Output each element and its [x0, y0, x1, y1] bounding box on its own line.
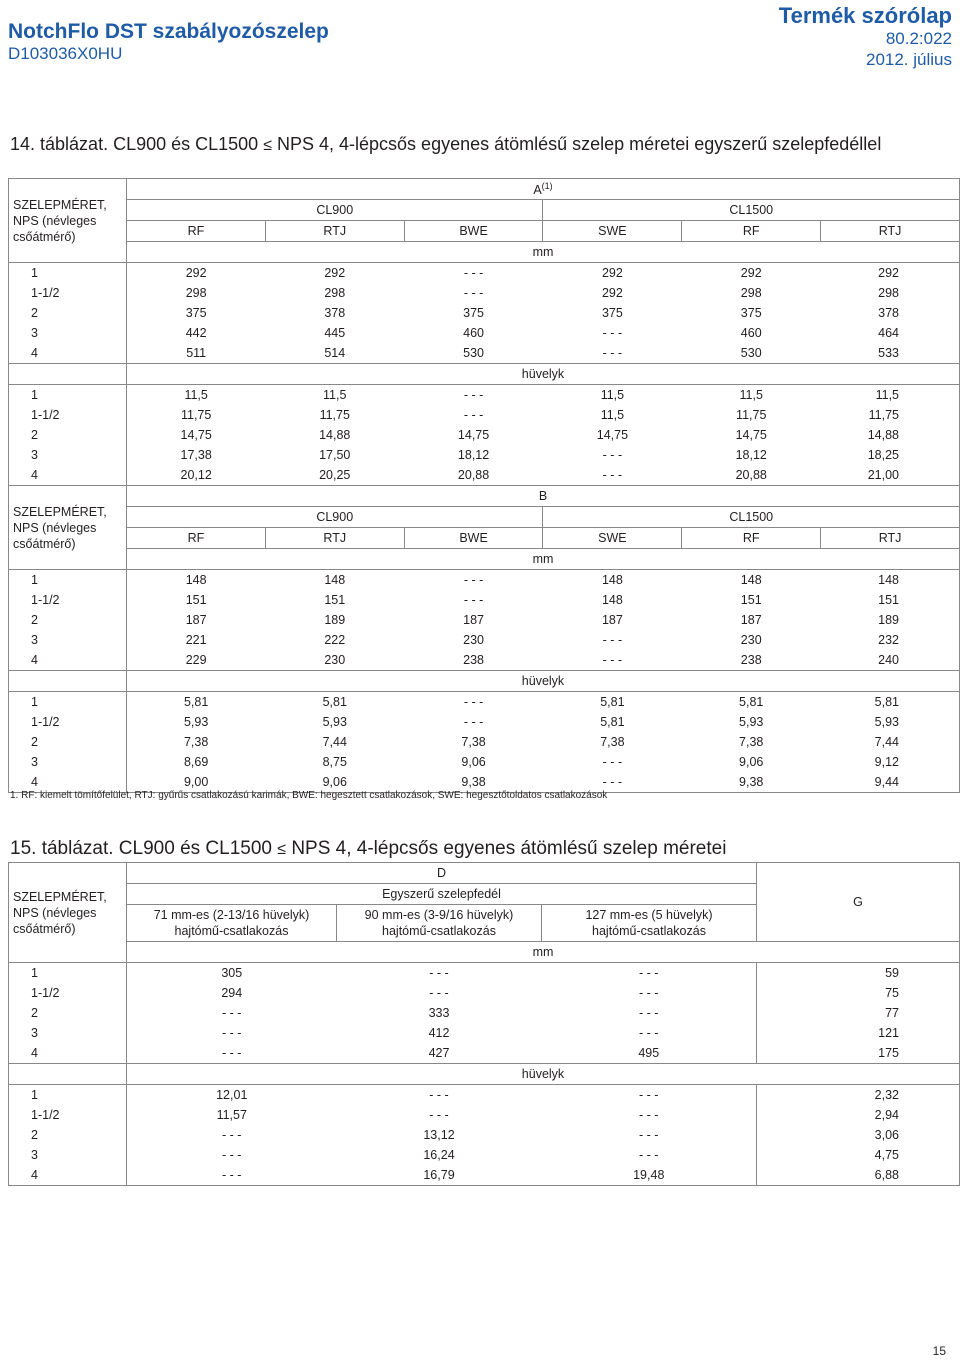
table-row [9, 692, 960, 713]
unit-label: mm [127, 549, 960, 570]
table-row [9, 425, 960, 445]
value-cell: 11,75 [736, 408, 767, 422]
value-cell: 175 [878, 1046, 899, 1060]
value-cell: 7,38 [127, 732, 266, 752]
size-cell: 2 [9, 1003, 127, 1023]
value-cell: - - - [429, 966, 449, 980]
size-cell: 3 [9, 752, 127, 772]
table15-caption-prefix: 15. táblázat. CL900 és CL1500 [10, 838, 272, 859]
table-row [9, 630, 960, 650]
table15-caption [10, 838, 726, 861]
value-cell: - - - [222, 1026, 242, 1040]
size-cell: 3 [9, 323, 127, 343]
value-cell: 121 [878, 1026, 899, 1040]
connection-header: RTJ [821, 221, 960, 242]
value-cell: 460 [463, 326, 484, 340]
value-cell: 427 [428, 1046, 450, 1060]
value-cell: 375 [127, 303, 266, 323]
unit-row [9, 242, 960, 263]
value-cell: 11,5 [739, 388, 763, 402]
table-row [9, 263, 960, 284]
connection-header: SWE [543, 528, 682, 549]
value-cell: 11,5 [600, 408, 625, 422]
table-row [9, 323, 960, 343]
value-cell: - - - [429, 1108, 449, 1122]
value-cell: 495 [542, 1043, 757, 1064]
value-cell: - - - [542, 1085, 757, 1106]
size-cell: 1-1/2 [9, 983, 127, 1003]
value-cell: 9,44 [874, 775, 899, 789]
value-cell: 11,75 [868, 408, 899, 422]
table-row [9, 1165, 960, 1186]
value-cell: 464 [878, 326, 899, 340]
document-type: Termék szórólap [778, 3, 952, 28]
value-cell: 8,75 [322, 755, 347, 769]
size-cell: 4 [9, 650, 127, 671]
value-cell: - - - [542, 1023, 757, 1043]
value-cell: 8,69 [127, 752, 266, 772]
value-cell: 148 [878, 573, 899, 587]
table-row [9, 752, 960, 772]
value-cell: 230 [740, 633, 762, 647]
value-cell: 21,00 [867, 468, 899, 482]
value-cell: 221 [127, 630, 266, 650]
document-title: NotchFlo DST szabályozószelep [8, 20, 329, 43]
value-cell: - - - [542, 1145, 757, 1165]
value-cell: 16,24 [423, 1148, 455, 1162]
value-cell: 11,5 [323, 388, 347, 402]
value-cell: 2,32 [874, 1088, 899, 1102]
value-cell: - - - [463, 593, 484, 607]
value-cell: 7,38 [739, 735, 764, 749]
actuator-connection-header: 71 mm-es (2-13/16 hüvelyk) hajtómű-csatlakozás [127, 905, 337, 942]
table-row [9, 303, 960, 323]
size-cell: 3 [9, 630, 127, 650]
value-cell: 5,93 [322, 715, 347, 729]
value-cell: 230 [463, 633, 484, 647]
size-cell: 1 [9, 385, 127, 406]
connection-header: RTJ [821, 528, 960, 549]
value-cell: 7,38 [461, 735, 486, 749]
table14-footnote: 1. RF: kiemelt tömítőfelület, RTJ: gyűrűs csatlakozású karimák, BWE: hegesztett csatlakozások, SWE: hegesztőtoldatos csatlakozások [10, 790, 608, 801]
size-column-header: SZELEPMÉRET, NPS (névleges csőátmérő) [9, 179, 127, 263]
table-row [9, 610, 960, 630]
value-cell: - - - [602, 775, 623, 789]
document-number: 80.2:022 [885, 29, 952, 48]
value-cell: 5,93 [874, 715, 899, 729]
value-cell: 375 [601, 306, 623, 320]
size-cell: 1-1/2 [9, 712, 127, 732]
value-cell: 292 [324, 266, 346, 280]
value-cell: 298 [324, 286, 346, 300]
value-cell: 14,88 [867, 428, 899, 442]
value-cell: 298 [127, 283, 266, 303]
value-cell: 298 [878, 286, 899, 300]
unit-row [9, 671, 960, 692]
dimension-label: B [538, 489, 548, 503]
size-cell: 4 [9, 1043, 127, 1064]
value-cell: - - - [542, 1125, 757, 1145]
value-cell: 148 [127, 570, 266, 591]
value-cell: 292 [601, 266, 623, 280]
value-cell: 240 [878, 653, 899, 667]
value-cell: - - - [542, 1105, 757, 1125]
value-cell: 5,81 [600, 695, 625, 709]
value-cell: 445 [324, 326, 346, 340]
bonnet-header: Egyszerű szelepfedél [127, 884, 757, 905]
value-cell: 148 [324, 573, 346, 587]
value-cell: 9,12 [874, 755, 899, 769]
value-cell: 9,06 [739, 755, 764, 769]
value-cell: 412 [428, 1026, 450, 1040]
unit-label: hüvelyk [127, 671, 960, 692]
connection-header: RF [682, 528, 821, 549]
value-cell: 148 [601, 593, 623, 607]
value-cell: 378 [878, 306, 899, 320]
value-cell: 378 [324, 306, 346, 320]
value-cell: 77 [885, 1006, 899, 1020]
class-cl900-header: CL900 [127, 507, 543, 528]
value-cell: 11,75 [319, 408, 350, 422]
unit-row [9, 942, 960, 963]
value-cell: 187 [740, 613, 762, 627]
value-cell: 20,25 [319, 468, 351, 482]
value-cell: 19,48 [542, 1165, 757, 1186]
value-cell: - - - [222, 1046, 242, 1060]
value-cell: - - - [222, 1168, 242, 1182]
unit-row [9, 364, 960, 385]
less-equal-symbol: ≤ [277, 841, 287, 858]
value-cell: - - - [602, 755, 623, 769]
table-row [9, 1145, 960, 1165]
value-cell: 187 [127, 610, 266, 630]
table-row [9, 343, 960, 364]
value-cell: 189 [324, 613, 346, 627]
value-cell: 18,12 [457, 448, 490, 462]
table-header-row [9, 528, 960, 549]
value-cell: 5,81 [600, 715, 625, 729]
value-cell: - - - [602, 326, 623, 340]
value-cell: 151 [878, 593, 899, 607]
table-header-row [9, 486, 960, 507]
value-cell: 14,75 [457, 428, 490, 442]
value-cell: 5,93 [127, 712, 266, 732]
connection-header: RTJ [265, 221, 404, 242]
value-cell: 20,88 [457, 468, 490, 482]
table-header-row [9, 221, 960, 242]
table-row [9, 385, 960, 406]
value-cell: 3,06 [874, 1128, 899, 1142]
size-column-header: SZELEPMÉRET, NPS (névleges csőátmérő) [9, 863, 127, 963]
document-date: 2012. július [865, 50, 952, 69]
table14-caption-prefix: 14. táblázat. CL900 és CL1500 [10, 134, 259, 154]
connection-header: BWE [404, 528, 543, 549]
connection-header: SWE [543, 221, 682, 242]
document-id: D103036X0HU [8, 44, 123, 63]
value-cell: 292 [740, 266, 762, 280]
size-cell: 1-1/2 [9, 590, 127, 610]
value-cell: 232 [878, 633, 899, 647]
class-cl900-header: CL900 [127, 200, 543, 221]
value-cell: 7,38 [600, 735, 625, 749]
value-cell: - - - [542, 963, 757, 984]
connection-header: RF [682, 221, 821, 242]
size-cell: 1-1/2 [9, 405, 127, 425]
value-cell: 151 [127, 590, 266, 610]
size-cell: 2 [9, 732, 127, 752]
value-cell: 13,12 [423, 1128, 455, 1142]
value-cell: 229 [127, 650, 266, 671]
value-cell: 5,81 [874, 695, 899, 709]
value-cell: 511 [127, 343, 266, 364]
size-cell: 4 [9, 772, 127, 793]
value-cell: 9,38 [739, 775, 764, 789]
value-cell: 5,81 [739, 695, 764, 709]
value-cell: 11,5 [875, 388, 899, 402]
value-cell: 5,81 [127, 692, 266, 713]
value-cell: - - - [222, 1148, 242, 1162]
unit-label: hüvelyk [127, 1064, 960, 1085]
connection-header: RF [127, 221, 266, 242]
unit-row-spacer [9, 364, 127, 385]
table14-caption [10, 133, 910, 157]
value-cell: 375 [463, 306, 484, 320]
table-row [9, 963, 960, 984]
value-cell: 238 [740, 653, 762, 667]
value-cell: 16,79 [423, 1168, 455, 1182]
size-cell: 2 [9, 610, 127, 630]
dimension-header: D [127, 863, 757, 884]
table-row [9, 1125, 960, 1145]
value-cell: 530 [740, 346, 762, 360]
value-cell: 17,50 [319, 448, 351, 462]
value-cell: 292 [878, 266, 899, 280]
size-cell: 2 [9, 303, 127, 323]
unit-label: mm [127, 242, 960, 263]
connection-header: RF [127, 528, 266, 549]
value-cell: 298 [740, 286, 762, 300]
value-cell: - - - [602, 653, 623, 667]
actuator-connection-header: 90 mm-es (3-9/16 hüvelyk) hajtómű-csatlakozás [337, 905, 542, 942]
size-cell: 4 [9, 343, 127, 364]
value-cell: 514 [324, 346, 346, 360]
table-row [9, 732, 960, 752]
size-column-header: SZELEPMÉRET, NPS (névleges csőátmérő) [9, 486, 127, 570]
table-row [9, 465, 960, 486]
unit-row-spacer [9, 671, 127, 692]
table14-caption-suffix: NPS 4, 4-lépcsős egyenes átömlésű szelep méretei egyszerű szelepfedéllel [277, 134, 882, 154]
value-cell: 294 [221, 986, 243, 1000]
size-cell: 1-1/2 [9, 1105, 127, 1125]
value-cell: 7,44 [322, 735, 347, 749]
table-header-row [9, 200, 960, 221]
value-cell: 292 [127, 263, 266, 284]
connection-header: RTJ [265, 528, 404, 549]
actuator-connection-header: 127 mm-es (5 hüvelyk) hajtómű-csatlakozás [542, 905, 757, 942]
value-cell: - - - [222, 1006, 242, 1020]
value-cell: 11,5 [127, 385, 266, 406]
unit-row [9, 1064, 960, 1085]
table-header-row [9, 179, 960, 200]
value-cell: 460 [740, 326, 762, 340]
value-cell: 238 [463, 653, 484, 667]
header-right [779, 4, 952, 70]
value-cell: 533 [878, 346, 899, 360]
dimension-header [127, 486, 960, 507]
value-cell: 75 [885, 986, 899, 1000]
table-row [9, 283, 960, 303]
value-cell: - - - [602, 448, 623, 462]
table-row [9, 405, 960, 425]
header-left [8, 20, 329, 64]
size-cell: 1 [9, 570, 127, 591]
value-cell: 17,38 [127, 445, 266, 465]
less-equal-symbol: ≤ [263, 137, 272, 154]
class-cl1500-header: CL1500 [543, 507, 960, 528]
table-row [9, 445, 960, 465]
table-row [9, 1085, 960, 1106]
size-cell: 1 [9, 963, 127, 984]
value-cell: 148 [601, 573, 623, 587]
value-cell: 305 [221, 966, 243, 980]
size-cell: 1 [9, 1085, 127, 1106]
dimension-label: A [533, 183, 542, 198]
table15-caption-suffix: NPS 4, 4-lépcsős egyenes átömlésű szelep méretei [291, 838, 727, 859]
size-cell: 4 [9, 1165, 127, 1186]
value-cell: 14,75 [735, 428, 767, 442]
value-cell: 20,88 [735, 468, 767, 482]
connection-header: BWE [404, 221, 543, 242]
table-row [9, 1023, 960, 1043]
value-cell: 9,06 [322, 775, 347, 789]
table-row [9, 712, 960, 732]
table-header-row [9, 863, 960, 884]
value-cell: 11,5 [600, 388, 625, 402]
value-cell: 4,75 [874, 1148, 899, 1162]
value-cell: 333 [428, 1006, 450, 1020]
value-cell: - - - [463, 286, 484, 300]
value-cell: 6,88 [874, 1168, 899, 1182]
dimension-g-header: G [757, 863, 960, 942]
value-cell: - - - [463, 715, 484, 729]
value-cell: 151 [740, 593, 762, 607]
footnote-ref: (1) [541, 180, 553, 191]
value-cell: - - - [602, 633, 623, 647]
table-row [9, 590, 960, 610]
unit-label: hüvelyk [127, 364, 960, 385]
size-cell: 4 [9, 465, 127, 486]
value-cell: - - - [222, 1128, 242, 1142]
table15 [8, 862, 960, 1186]
value-cell: - - - [463, 573, 484, 587]
value-cell: 151 [324, 593, 346, 607]
table-row [9, 570, 960, 591]
value-cell: 11,57 [216, 1108, 247, 1122]
value-cell: - - - [602, 468, 623, 482]
size-cell: 1-1/2 [9, 283, 127, 303]
size-cell: 3 [9, 445, 127, 465]
value-cell: 12,01 [216, 1088, 248, 1102]
value-cell: 375 [740, 306, 762, 320]
value-cell: 442 [127, 323, 266, 343]
table-row [9, 650, 960, 671]
value-cell: - - - [463, 695, 484, 709]
value-cell: 9,06 [461, 755, 486, 769]
size-cell: 3 [9, 1145, 127, 1165]
value-cell: 230 [324, 653, 346, 667]
table-header-row [9, 507, 960, 528]
value-cell: 9,00 [127, 772, 266, 793]
value-cell: 14,75 [596, 428, 629, 442]
table-row [9, 1043, 960, 1064]
table-row [9, 1105, 960, 1125]
value-cell: - - - [602, 346, 623, 360]
value-cell: 20,12 [127, 465, 266, 486]
value-cell: 7,44 [874, 735, 899, 749]
value-cell: 222 [324, 633, 346, 647]
value-cell: 292 [601, 286, 623, 300]
value-cell: 530 [463, 346, 484, 360]
value-cell: - - - [463, 266, 484, 280]
unit-row-spacer [9, 1064, 127, 1085]
size-cell: 2 [9, 425, 127, 445]
value-cell: 59 [885, 966, 899, 980]
size-cell: 2 [9, 1125, 127, 1145]
dimension-header [127, 179, 960, 200]
value-cell: 9,38 [461, 775, 486, 789]
value-cell: 18,12 [735, 448, 767, 462]
value-cell: - - - [463, 408, 484, 422]
size-cell: 1 [9, 692, 127, 713]
table14 [8, 178, 960, 793]
size-cell: 3 [9, 1023, 127, 1043]
value-cell: 5,81 [322, 695, 347, 709]
value-cell: - - - [429, 986, 449, 1000]
value-cell: - - - [429, 1088, 449, 1102]
value-cell: 148 [740, 573, 762, 587]
class-cl1500-header: CL1500 [543, 200, 960, 221]
value-cell: 189 [878, 613, 899, 627]
table-row [9, 1003, 960, 1023]
unit-label: mm [127, 942, 960, 963]
value-cell: - - - [463, 388, 484, 402]
value-cell: - - - [542, 983, 757, 1003]
value-cell: 14,88 [319, 428, 351, 442]
value-cell: 11,75 [127, 405, 266, 425]
value-cell: 187 [463, 613, 484, 627]
value-cell: - - - [542, 1003, 757, 1023]
value-cell: 187 [601, 613, 623, 627]
unit-row [9, 549, 960, 570]
value-cell: 18,25 [867, 448, 899, 462]
table-row [9, 983, 960, 1003]
value-cell: 14,75 [127, 425, 266, 445]
value-cell: 5,93 [739, 715, 764, 729]
page-number: 15 [932, 1344, 946, 1358]
value-cell: 2,94 [874, 1108, 899, 1122]
size-cell: 1 [9, 263, 127, 284]
